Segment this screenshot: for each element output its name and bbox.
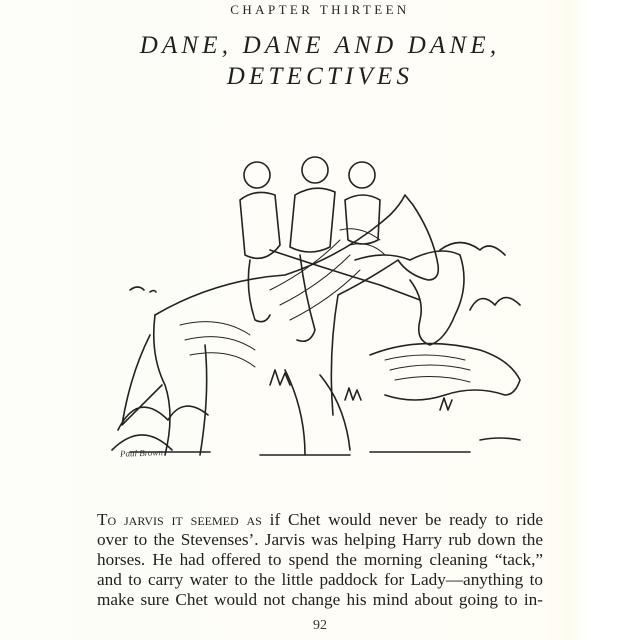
- body-line-5: make sure Chet would not change his mind about going to in-: [97, 590, 543, 609]
- chapter-label: CHAPTER THIRTEEN: [230, 2, 410, 17]
- body-line-2: over to the Stevenses’. Jarvis was helping Harry rub down the: [97, 530, 543, 549]
- lead-in-smallcaps: To jarvis it seemed as: [97, 510, 262, 529]
- body-text: [97, 510, 543, 610]
- body-line-1: To jarvis it seemed as if Chet would never be ready to ride: [97, 510, 543, 529]
- horses-riders-illustration: [110, 140, 540, 460]
- body-line-3: horses. He had offered to spend the morning cleaning “tack,”: [97, 550, 543, 569]
- chapter-illustration: [110, 140, 540, 460]
- illustrator-signature: Paul Brown: [119, 447, 164, 459]
- chapter-title-line-2: DETECTIVES: [226, 63, 414, 90]
- chapter-title-line-1: DANE, DANE AND DANE,: [139, 32, 501, 59]
- body-line-4: and to carry water to the little paddock for Lady—anything to: [97, 570, 543, 589]
- chapter-title: [0, 30, 640, 92]
- page-number: 92: [313, 618, 327, 633]
